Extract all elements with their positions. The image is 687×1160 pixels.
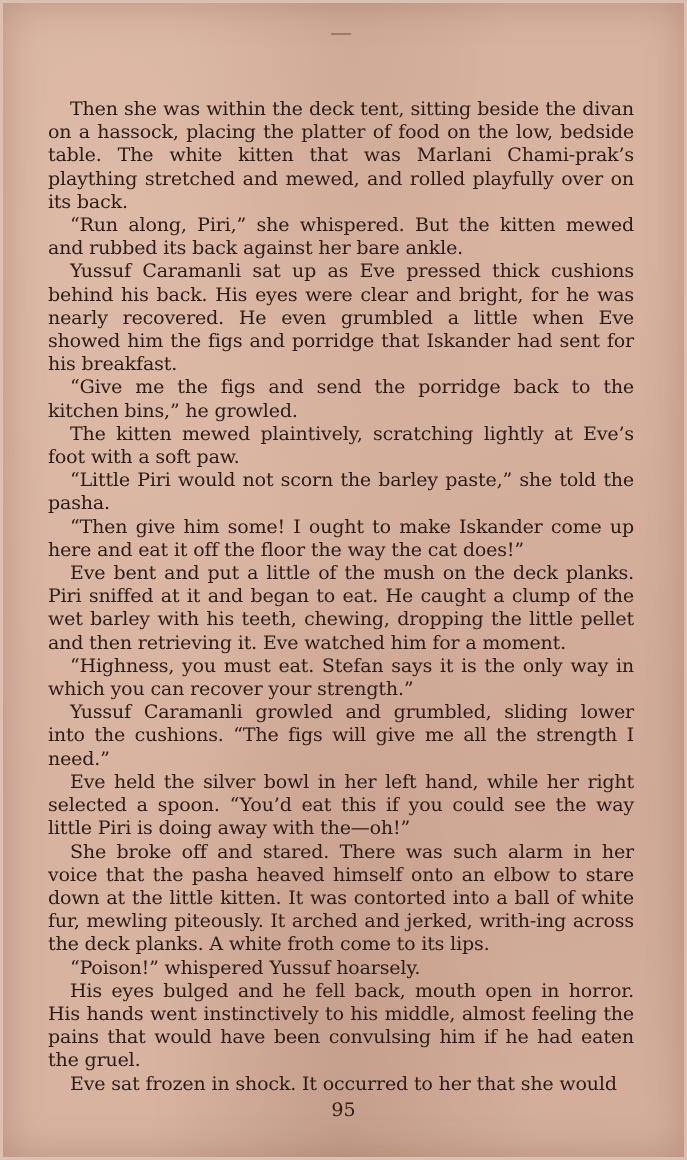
body-text — [48, 98, 634, 1096]
paragraph: “Run along, Piri,” she whispered. But the kitten mewed and rubbed its back against her bare ankle. — [48, 214, 634, 260]
paragraph: “Highness, you must eat. Stefan says it is the only way in which you can recover your strength.” — [48, 654, 634, 701]
paragraph: “Then give him some! I ought to make Iskander come up here and eat it off the floor the way the cat does!” — [48, 515, 634, 561]
paragraph: She broke off and stared. There was such alarm in her voice that the pasha heaved himself onto an elbow to stare down at the little kitten. It was contorted into a ball of white fur, mewling piteously. It arched and jerked, writh-ing across the deck planks. A white froth come to its lips. — [48, 840, 634, 956]
paragraph: Yussuf Caramanli sat up as Eve pressed thick cushions behind his back. His eyes were clear and bright, for he was nearly recovered. He even grumbled a little when Eve showed him the figs and porridge that Iskander had sent for his breakfast. — [48, 260, 634, 376]
paragraph: Eve sat frozen in shock. It occurred to her that she would — [70, 1072, 617, 1095]
page-number: 95 — [331, 1099, 356, 1121]
paragraph: His eyes bulged and he fell back, mouth open in horror. His hands went instinctively to his middle, almost feeling the pains that would have been convulsing him if he had eaten the gruel. — [48, 979, 634, 1072]
paragraph: Eve held the silver bowl in her left hand, while her right selected a spoon. “You’d eat this if you could see the way little Piri is doing away with the—oh!” — [48, 770, 634, 840]
ink-smudge — [331, 33, 351, 35]
paragraph: Then she was within the deck tent, sitting beside the divan on a hassock, placing the platter of food on the low, bedside table. The white kitten that was Marlani Chami-prak’s plaything stretched and mewed, and rolled playfully over on its back. — [48, 98, 634, 213]
paragraph: “Give me the figs and send the porridge back to the kitchen bins,” he growled. — [48, 376, 634, 422]
paragraph: “Poison!” whispered Yussuf hoarsely. — [70, 956, 421, 979]
paragraph: “Little Piri would not scorn the barley paste,” she told the pasha. — [48, 469, 634, 515]
paragraph: Eve bent and put a little of the mush on the deck planks. Piri sniffed at it and began to eat. He caught a clump of the wet barley with his teeth, chewing, dropping the little pellet and then retrieving it. Eve watched him for a moment. — [48, 562, 634, 654]
paragraph: The kitten mewed plaintively, scratching lightly at Eve’s foot with a soft paw. — [48, 422, 634, 469]
paragraph: Yussuf Caramanli growled and grumbled, sliding lower into the cushions. “The figs will give me all the strength I need.” — [48, 701, 634, 770]
